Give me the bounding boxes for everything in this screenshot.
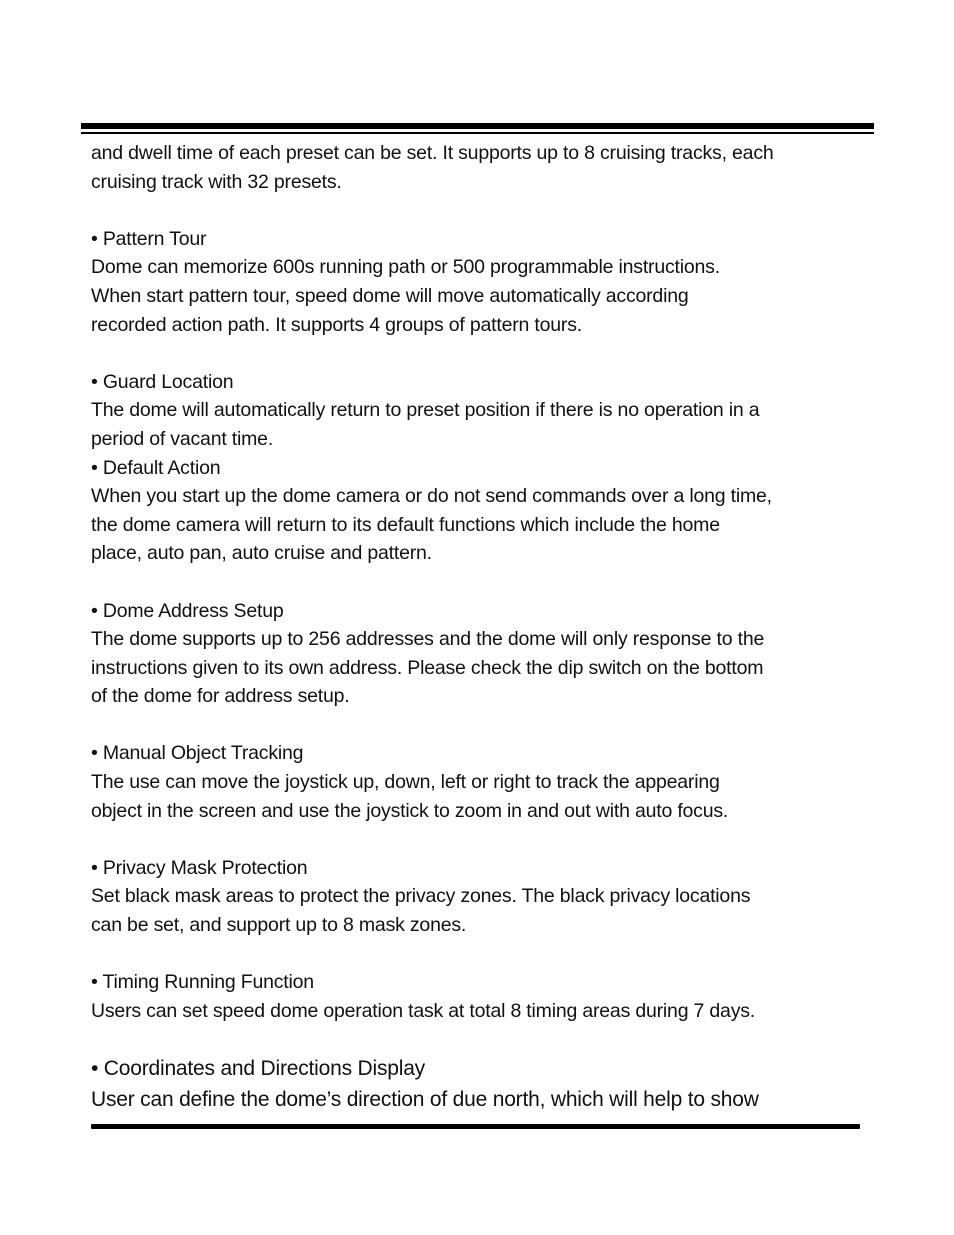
- paragraph-gap: [91, 196, 881, 225]
- document-body: [91, 139, 881, 1115]
- section-heading-dome-address: • Dome Address Setup: [91, 599, 284, 622]
- paragraph-gap: [91, 568, 881, 597]
- pattern-tour-text: When start pattern tour, speed dome will move automatically according: [91, 284, 689, 307]
- intro-line: cruising track with 32 presets.: [91, 170, 342, 193]
- paragraph-gap: [91, 1025, 881, 1053]
- pattern-tour-text: recorded action path. It supports 4 groups of pattern tours.: [91, 313, 582, 336]
- section-heading-privacy-mask: • Privacy Mask Protection: [91, 856, 308, 879]
- guard-location-text: period of vacant time.: [91, 427, 274, 450]
- default-action-text: the dome camera will return to its default functions which include the home: [91, 513, 720, 536]
- paragraph-gap: [91, 339, 881, 368]
- manual-tracking-text: The use can move the joystick up, down, left or right to track the appearing: [91, 771, 720, 794]
- default-action-text: When you start up the dome camera or do not send commands over a long time,: [91, 485, 772, 508]
- section-heading-manual-tracking: • Manual Object Tracking: [91, 742, 304, 765]
- privacy-mask-text: Set black mask areas to protect the privacy zones. The black privacy locations: [91, 885, 751, 908]
- paragraph-gap: [91, 940, 881, 969]
- header-rule-thick: [81, 123, 874, 129]
- guard-location-text: The dome will automatically return to preset position if there is no operation in a: [91, 399, 760, 422]
- intro-line: and dwell time of each preset can be set. It supports up to 8 cruising tracks, each: [91, 142, 774, 164]
- footer-rule: [91, 1124, 860, 1129]
- section-heading-timing: • Timing Running Function: [91, 971, 314, 994]
- pattern-tour-text: Dome can memorize 600s running path or 500 programmable instructions.: [91, 256, 720, 279]
- dome-address-text: instructions given to its own address. Please check the dip switch on the bottom: [91, 656, 764, 679]
- paragraph-gap: [91, 825, 881, 854]
- paragraph-gap: [91, 711, 881, 740]
- coordinates-text: User can define the dome’s direction of due north, which will help to show: [91, 1087, 759, 1111]
- manual-tracking-text: object in the screen and use the joystick to zoom in and out with auto focus.: [91, 799, 729, 822]
- section-heading-guard-location: • Guard Location: [91, 370, 234, 393]
- dome-address-text: The dome supports up to 256 addresses and the dome will only response to the: [91, 628, 765, 651]
- default-action-text: place, auto pan, auto cruise and pattern.: [91, 542, 432, 565]
- header-rule-thin: [81, 132, 874, 134]
- dome-address-text: of the dome for address setup.: [91, 685, 350, 708]
- section-heading-coordinates: • Coordinates and Directions Display: [91, 1056, 425, 1080]
- privacy-mask-text: can be set, and support up to 8 mask zones.: [91, 914, 467, 937]
- section-heading-pattern-tour: • Pattern Tour: [91, 227, 207, 250]
- section-heading-default-action: • Default Action: [91, 456, 221, 479]
- timing-text: Users can set speed dome operation task at total 8 timing areas during 7 days.: [91, 999, 756, 1022]
